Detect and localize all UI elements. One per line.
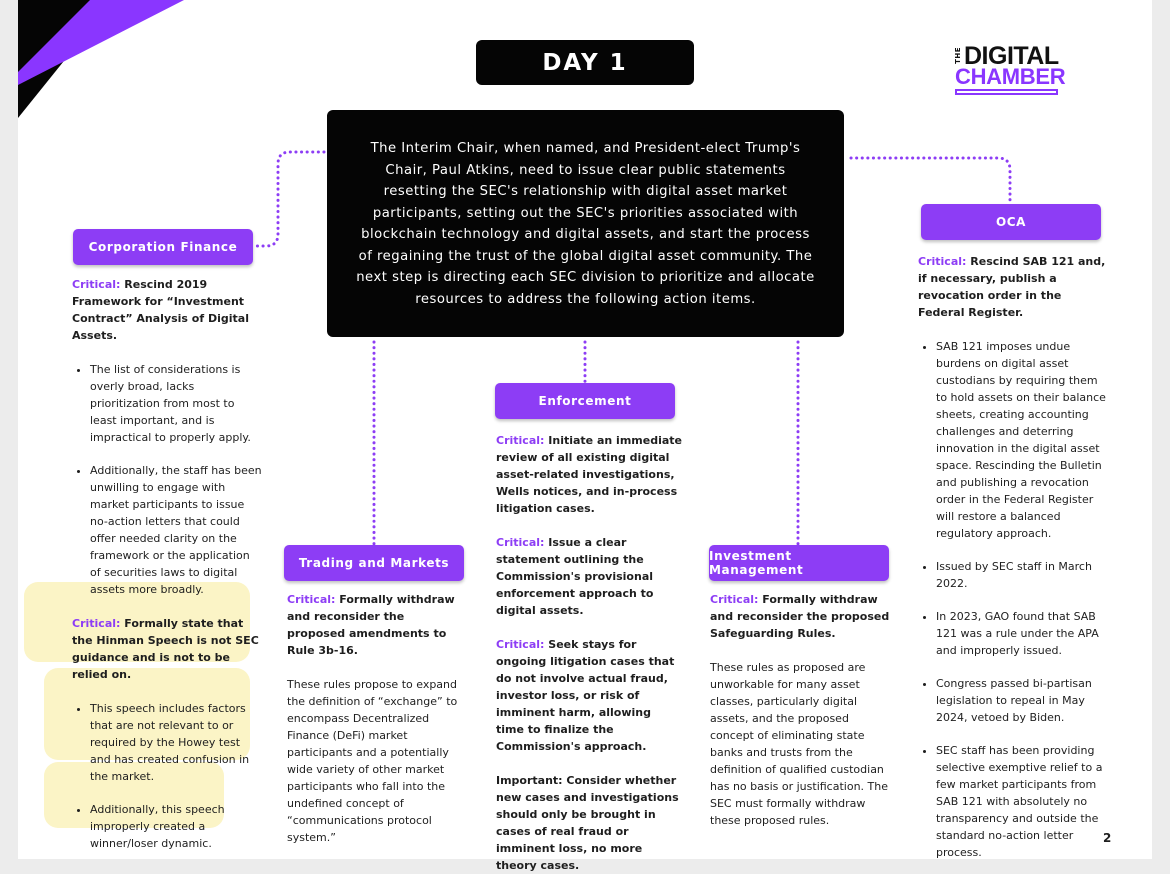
corp-finance-column: [72, 276, 262, 852]
critical-tag: Critical:: [496, 638, 545, 651]
critical-text: Initiate an immediate review of all existing digital asset-related investigations, Wells notices, and in-process litigation cases.: [496, 434, 682, 515]
critical-tag: Critical:: [496, 434, 545, 447]
list-item: • Additionally, this speech improperly created a winner/loser dynamic.: [90, 801, 262, 852]
digital-chamber-logo: [954, 42, 1066, 101]
critical-tag: Critical:: [287, 593, 336, 606]
enforcement-label: Enforcement: [495, 383, 675, 419]
list-item: • Additionally, the staff has been unwilling to engage with market participants to issue no-action letters that could offer needed clarity on the framework or the application of securities laws to digital assets more broadly.: [90, 462, 262, 598]
list-item: • This speech includes factors that are not relevant to or required by the Howey test and has created confusion in the market.: [90, 700, 262, 785]
enforcement-critical3: [496, 636, 682, 755]
critical-text: Rescind SAB 121 and, if necessary, publish a revocation order in the Federal Register.: [918, 255, 1106, 319]
trading-column: [287, 591, 465, 846]
logo-chamber: CHAMBER: [955, 64, 1066, 89]
investment-body: These rules as proposed are unworkable for many asset classes, particularly digital assets, and the proposed concept of eliminating state banks and trusts from the definition of qualified custodian has no basis or justification. The SEC must formally withdraw these proposed rules.: [710, 661, 888, 827]
trading-label: Trading and Markets: [284, 545, 464, 581]
trading-body: These rules propose to expand the definition of “exchange” to encompass Decentralized Finance (DeFi) market participants and a potentially wide variety of other market participants who fall into the undefined concept of “communications protocol system.”: [287, 678, 458, 844]
document-page: [18, 0, 1152, 872]
list-item: • The list of considerations is overly broad, lacks prioritization from most to least important, and is impractical to properly apply.: [90, 361, 262, 446]
corp-finance-bullets1: [72, 361, 262, 598]
list-item: • Congress passed bi-partisan legislation to repeal in May 2024, vetoed by Biden.: [936, 675, 1110, 726]
oca-column: [918, 253, 1110, 861]
critical-tag: Critical:: [496, 536, 545, 549]
corp-finance-label: Corporation Finance: [73, 229, 253, 265]
oca-critical: [918, 253, 1110, 321]
corp-finance-critical2: [72, 615, 262, 683]
critical-tag: Critical:: [72, 617, 121, 630]
enforcement-critical2: [496, 534, 682, 619]
investment-critical: [710, 591, 892, 642]
critical-tag: Critical:: [710, 593, 759, 606]
critical-text: Seek stays for ongoing litigation cases that do not involve actual fraud, investor loss, or risk of imminent harm, allowing time to finalize the Commission's approach.: [496, 638, 675, 753]
list-item: • SEC staff has been providing selective exemptive relief to a few market participants from SAB 121 with absolutely no transparency and outside the standard no-action letter process.: [936, 742, 1110, 861]
logo-digital: DIGITAL: [964, 42, 1059, 70]
logo-underline: [955, 89, 1058, 95]
connector-oca: [851, 158, 1010, 204]
critical-tag: Critical:: [72, 278, 121, 291]
enforcement-important: Important: Consider whether new cases and investigations should only be brought in cases of real fraud or imminent loss, no more theory cases.: [496, 774, 679, 872]
investment-label: Investment Management: [709, 545, 889, 581]
critical-text: Rescind 2019 Framework for “Investment Contract” Analysis of Digital Assets.: [72, 278, 249, 342]
critical-text: Formally state that the Hinman Speech is not SEC guidance and is not to be relied on.: [72, 617, 259, 681]
oca-label: OCA: [921, 204, 1101, 240]
day-banner: DAY 1: [476, 40, 694, 85]
corp-finance-bullets2: [72, 700, 262, 852]
critical-tag: Critical:: [918, 255, 967, 268]
critical-text: Formally withdraw and reconsider the proposed amendments to Rule 3b-16.: [287, 593, 455, 657]
oca-bullets: [918, 338, 1110, 861]
enforcement-critical1: [496, 432, 682, 517]
investment-column: [710, 591, 892, 829]
list-item: • SAB 121 imposes undue burdens on digital asset custodians by requiring them to hold assets on their balance sheets, creating accounting challenges and deterring innovation in the digital asset space. Rescinding the Bulletin and publishing a revocation order in the Federal Register will restore a balanced regulatory approach.: [936, 338, 1110, 542]
connector-corp-finance: [254, 152, 324, 246]
page-number: 2: [1103, 831, 1112, 845]
corp-finance-critical1: [72, 276, 262, 344]
critical-text: Issue a clear statement outlining the Commission's provisional enforcement approach to digital assets.: [496, 536, 654, 617]
list-item: • In 2023, GAO found that SAB 121 was a rule under the APA and improperly issued.: [936, 608, 1110, 659]
logo-the: THE: [954, 47, 962, 64]
intro-box: The Interim Chair, when named, and President-elect Trump's Chair, Paul Atkins, need to issue clear public statements resetting the SEC's relationship with digital asset market participants, setting out the SEC's priorities associated with blockchain technology and digital assets, and start the process of regaining the trust of the global digital asset community. The next step is directing each SEC division to prioritize and allocate resources to address the following action items.: [327, 110, 844, 337]
critical-text: Formally withdraw and reconsider the proposed Safeguarding Rules.: [710, 593, 890, 640]
enforcement-column: [496, 432, 682, 874]
list-item: • Issued by SEC staff in March 2022.: [936, 558, 1110, 592]
trading-critical: [287, 591, 465, 659]
